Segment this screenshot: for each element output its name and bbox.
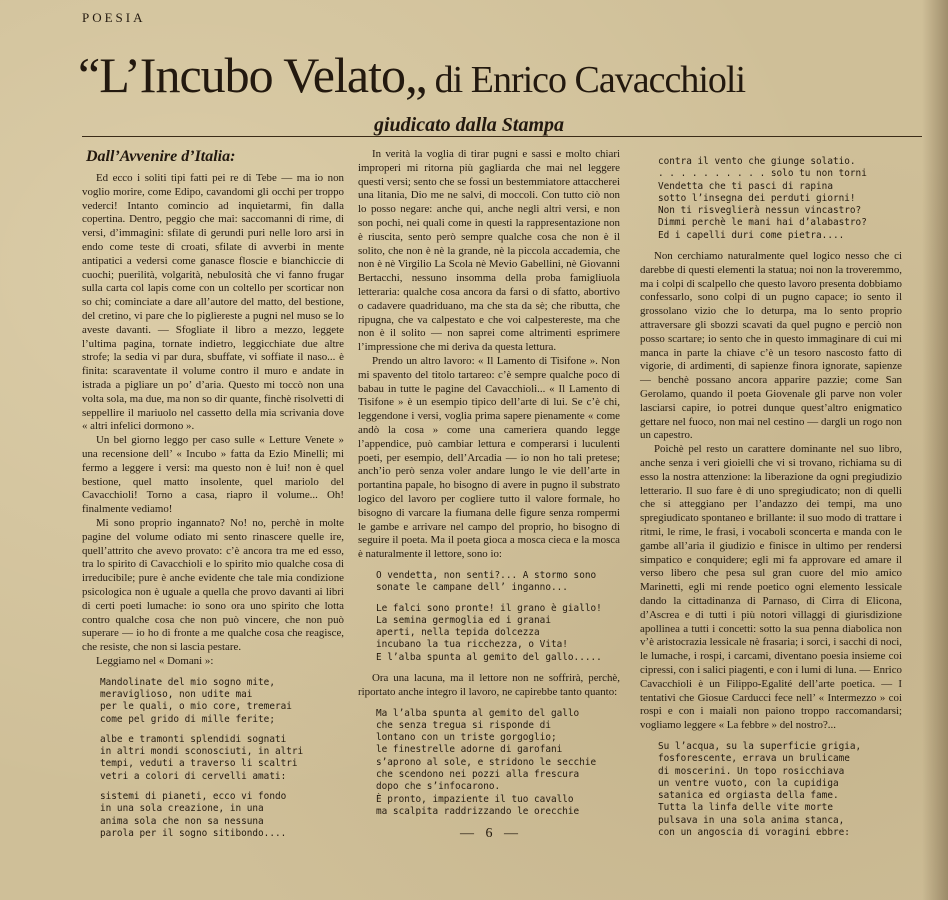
- paragraph: Poichè pel resto un carattere dominante nel suo libro, anche senza i veri gioielli che vi si trovano, richiama su di esso la nostra attenzione: la liberazione da ogni pregiudizio letterario. Il suo fare è di uno spregiudicato; non di quelli che si atteggiano per l’andazzo dei tempi, ma uno spregiudicato spontaneo e brillante: il suo modo di trattare i ritmi, le rime, le frasi, i vocaboli sconcerta e manda con le gambe all’aria il giudizio e finisce in ultimo per rendersi simpatico e conquidere; egli mi fa approvare ed amare il verso libero che pesa sul gran cuore del mio amico Marinetti, egli mi rende poetico ogni elemento lessicale dando la cittadinanza di Parnaso, di Cirra di Elicona, d’Ascrea e di tutti i più notori villaggi di giurisdizione apollinea a tutti i concetti: sotto la sua penna diabolica non v’è aristocrazia lessicale nè frasaria; i sorci, i sacchi di noci, le lumache, i rospi, i carcami, diventano poesia insieme coi cipressi, con i salici piagenti, e con i lumi di luna. — Enrico Cavacchioli è un Filippo-Egalité dell’arte poetica. — I tentativi che Giosue Carducci fece nell’ « Intermezzo » coi rospi e con i maiali non paiono troppo raccomandarsi; vogliamo leggere « La febbre » del nostro?...: [640, 443, 902, 732]
- verse-quote: sistemi di pianeti, ecco vi fondo in una sola creazione, in una anima sola che non sa nessuna parola per il sogno sitibondo....: [100, 791, 287, 839]
- paragraph: Ora una lacuna, ma il lettore non ne soffrirà, perchè, riportato anche integro il lavoro, ne capirebbe tanto quanto:: [358, 671, 620, 698]
- paragraph: Leggiamo nel « Domani »:: [96, 654, 214, 667]
- paragraph: Un bel giorno leggo per caso sulle « Letture Venete » una recensione dell’ « Incubo » fatta da Ezio Minelli; mi fermo a leggere i versi: ma questo non è lui! non è quel bestione, quel matto insolente, quel mariolo del Cavacchioli! Torno a casa, riapro il volume... Oh! finalmente vediamo!: [82, 434, 344, 516]
- verse-quote: albe e tramonti splendidi sognati in altri mondi sconosciuti, in altri tempi, veduti a traverso li scaltri vetri a colori di cervelli amati:: [100, 733, 304, 782]
- title-author: di Enrico Cavacchioli: [426, 59, 746, 101]
- verse-quote: Su l’acqua, su la superficie grigia, fosforescente, errava un brulicame di moscerini. Un topo rosicchiava un ventre vuoto, con la cupidiga satanica ed orgiasta della fame. Tutta la linfa delle vite morte pulsava in una sola anima stanca, con un angoscia di voragini ebbre:: [658, 740, 862, 839]
- verse-quote: Mandolinate del mio sogno mite, meraviglioso, non udite mai per le quali, o mio core, tremerai come pel grido di mille ferite;: [100, 676, 292, 725]
- paragraph: Mi sono proprio ingannato? No! no, perchè in molte pagine del volume odiato mi sento rinascere quelle ire, quell’attrito che avevo provato: c’è ancora tra me ed esso, tra lo spirito di Cavacchioli e lo spirito mio qualche cosa di irreducibile; pure è anche evidente che tale mia condizione psicologica non è uguale a quella che provo davanti ai libri di certi poeti lumache: io sono ora uno spirito che lotta contro qualche cosa che non può vincere, che non può superare — io ho di fronte a me qualche cosa che reagisce, che resiste, che non si lascia pestare.: [82, 516, 344, 654]
- verse-quote: O vendetta, non senti?... A stormo sono sonate le campane dell’ inganno...: [376, 569, 597, 594]
- paragraph: In verità la voglia di tirar pugni e sassi e molto chiari improperi mi ritorna più gagliarda che mai nel leggere questi versi; sento che se fossi un bestemmiatore attaccherei una litania, Dio me ne salvi, di moccoli. Con tutto ciò non lo posso negare: anche qui, anche negli altri versi, e non son pochi, nei quali come in questi la rappresentazione non è riuscita, sento però sempre qualche cosa che non è il solito, che non è nè la grande, nè la piccola accademia, che non è nè Virgilio La Scola nè Mevio Gabellini, nè Giovanni Bertacchi, nessuno insomma della proba famigliuola letteraria: qualche cosa ancora da farsi o di sfatto, abortivo o cadavere quadriduano, ma che sta da sè; che ributta, che ripugna, che va calpestato e che voi calpestereste, ma che non è il solito — non saprei come altrimenti esprimere l’impressione che mi deriva da questa lettura.: [358, 148, 620, 354]
- section-label: POESIA: [82, 10, 146, 25]
- paragraph: Non cerchiamo naturalmente quel logico nesso che ci darebbe di questi elementi la statua; noi non la troveremmo, ma i colpi di scalpello che questo lavoro presenta dobbiamo confessarlo, sono colpi di un pugno capace; io sento il grossolano vizio che lo deturpa, ma lo sento proprio attraversare gli sbozzi scavati da quel pugno e perciò non posso scartare; io sento che in questo immaginare di cui mi manca in parte la chiave c’è un tesoro nascosto fatto di vigorie, di ardimenti, di sapienze finora ignorate, sapienze — benchè possano ancora apparire pazzie; come San Gerolamo, quando il poeta Giovenale gli parve non voler lasciarsi capire, io potrei dunque quest’altro enigmatico gettare nel fuoco, non mai nel cestino — dargli un rogo non un capestro.: [640, 250, 902, 442]
- title-rule: [82, 136, 922, 137]
- column-3: [640, 148, 902, 847]
- source-heading: Dall’Avvenire d’Italia:: [86, 148, 236, 165]
- article-title: [78, 44, 938, 111]
- verse-quote: Le falci sono pronte! il grano è giallo! La semina germoglia ed i granai aperti, nella tepida dolcezza incubano la tua ricchezza, o Vita! E l’alba spunta al gemito del gallo.....: [376, 602, 602, 663]
- page-binding-shadow: [922, 0, 948, 900]
- paragraph: Prendo un altro lavoro: « Il Lamento di Tisifone ». Non mi spavento del titolo tartareo: c’è sempre qualche poco di babau in tutte le pagine del Cavacchioli... « Il Lamento di Tisifone » è un esempio tipico dell’arte di lui. Se c’è chi, leggendone i versi, voglia prima sapere pienamente « come andò la cosa » come una cameriera quando legge l’appendice, può cambiar lettura e comperarsi i luculenti poeti, per esempio, dell’Arcadia — io non ho tali pretese; anch’io però senza voler andare lungo le vie dell’arte in portantina papale, ho bisogno di avere in pugno il substrato logico del lavoro per cogliere tutto il valore formale, ho bisogno di varcare la fiumana delle figure senza rompermi le gambe e arrivare nel campo del proprio, ho bisogno di seguire il poeta. Ma il poeta gioca a mosca cieca e la mosca è naturalmente il lettore, sono io:: [358, 354, 620, 561]
- column-1: [82, 148, 344, 848]
- title-main: “L’Incubo Velato„: [78, 47, 427, 103]
- verse-quote: Ma l’alba spunta al gemito del gallo che senza tregua si risponde di lontano con un triste gorgoglio; le finestrelle adorne di garofani s’aprono al sole, e stridono le secchie che scendono nei pozzi alla frescura dopo che s’infocarono. È pronto, impaziente il tuo cavallo ma scalpita raddrizzando le orecchie: [376, 707, 597, 817]
- page-number: — 6 —: [460, 826, 522, 841]
- column-2: [358, 148, 620, 826]
- paragraph: Ed ecco i soliti tipi fatti pei re di Tebe — ma io non voglio morire, come Edipo, cavandomi gli occhi per troppo vederci! Intanto comincio ad inquietarmi, fin dalla copertina. Dentro, peggio che mai: saccomanni di rime, di versi, d’immagini: sfilate di gerundi puri nelle loro arsi in endo come teste di croati, sfilate di avverbi in mente antipatici a vedersi come ganasce floscie e bianchiccie di cuochi; puerilità, volgarità, nebulosità che vi fanno frugar sulla carta col lapis come con un coltello per scorticar non so chi; cominciate a dare all’autore del matto, del bestione, del cretino, vi pare che lo piglìereste a pugni nel muso se lo aveste davanti. — Sfogliate il libro a mezzo, leggete l’ultima pagina, tornate indietro, leggicchiate due altre strofe; la sedia vi par dura, sbuffate, vi soffiate il naso... è finita: scaraventate il volume contro il muro e andate in istrada a pigliare un po’ d’aria. Questo mi toccò non una volta sola, ma due, ma non so dir quante, finchè risolvetti di seppellire il mariuolo nel cassetto della mia scrivania dove « altri infelici dormono ».: [82, 172, 344, 433]
- article-subtitle: giudicato dalla Stampa: [374, 114, 565, 136]
- verse-quote: contra il vento che giunge solatio. . . . . . . . . . . solo tu non torni Vendetta che ti pasci di rapina sotto l’insegna dei perduti giorni! Non ti risveglierà nessun vincastro? Dimmi perchè le mani hai d’alabastro? Ed i capelli duri come pietra....: [658, 156, 867, 241]
